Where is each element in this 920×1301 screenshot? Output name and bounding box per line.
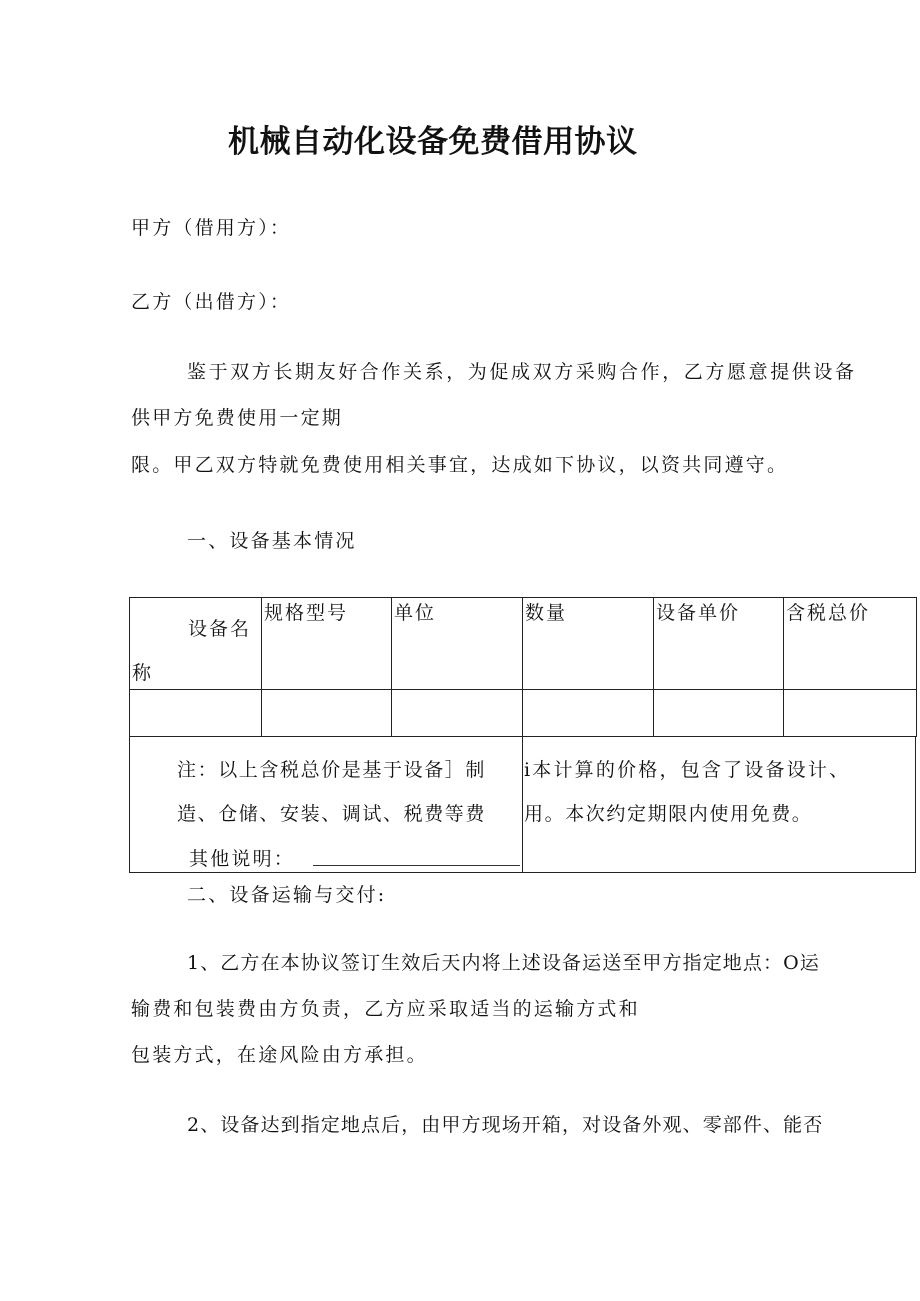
- other-notes-label: 其他说明：: [189, 848, 296, 870]
- note-divider: [522, 736, 523, 873]
- note-right-line-1: i本计算的价格，包含了设备设计、: [524, 759, 851, 781]
- note-left-line-1: 注：以上含税总价是基于设备］制: [177, 759, 487, 781]
- header-equipment-name-line1: 设备名: [188, 618, 252, 640]
- table-cell-spec-model[interactable]: [262, 690, 392, 737]
- clause-1-line-1: 1、乙方在本协议签订生效后天内将上述设备运送至甲方指定地点：O运: [187, 952, 820, 974]
- table-header-unit-price: 设备单价: [654, 598, 784, 690]
- section-1-heading: 一、设备基本情况: [187, 530, 357, 552]
- clause-2-line-1: 2、设备达到指定地点后，由甲方现场开箱，对设备外观、零部件、能否: [187, 1114, 824, 1136]
- table-header-quantity: 数量: [523, 598, 654, 690]
- table-cell-equipment-name[interactable]: [130, 690, 262, 737]
- party-b-label: 乙方（出借方）：: [131, 291, 292, 313]
- table-header-row: [130, 598, 917, 690]
- table-cell-total-price[interactable]: [784, 690, 917, 737]
- clause-1-line-3: 包装方式，在途风险由方承担。: [131, 1044, 428, 1066]
- section-2-heading: 二、设备运输与交付:: [187, 884, 387, 906]
- table-cell-quantity[interactable]: [523, 690, 654, 737]
- intro-line-3: 限。甲乙双方特就免费使用相关事宜，达成如下协议，以资共同遵守。: [131, 454, 789, 476]
- table-header-total-price: 含税总价: [784, 598, 917, 690]
- table-header-equipment-name: [130, 598, 262, 690]
- intro-line-2: 供甲方免费使用一定期: [131, 407, 344, 429]
- header-equipment-name-line2: 称: [132, 662, 154, 684]
- equipment-table: [129, 597, 917, 737]
- table-header-unit: 单位: [392, 598, 523, 690]
- note-left-line-2: 造、仓储、安装、调试、税费等费: [177, 803, 487, 825]
- clause-1-line-2: 输费和包装费由方负责，乙方应采取适当的运输方式和: [131, 998, 640, 1020]
- table-header-spec-model: 规格型号: [262, 598, 392, 690]
- table-cell-unit-price[interactable]: [654, 690, 784, 737]
- intro-line-1: 鉴于双方长期友好合作关系，为促成双方采购合作，乙方愿意提供设备: [187, 361, 857, 383]
- document-title: 机械自动化设备免费借用协议: [228, 124, 638, 160]
- table-cell-unit[interactable]: [392, 690, 523, 737]
- party-a-label: 甲方（借用方）：: [131, 217, 292, 239]
- note-right-line-2: 用。本次约定期限内使用免费。: [524, 803, 813, 825]
- table-row: [130, 690, 917, 737]
- other-notes-blank-line[interactable]: [313, 865, 520, 866]
